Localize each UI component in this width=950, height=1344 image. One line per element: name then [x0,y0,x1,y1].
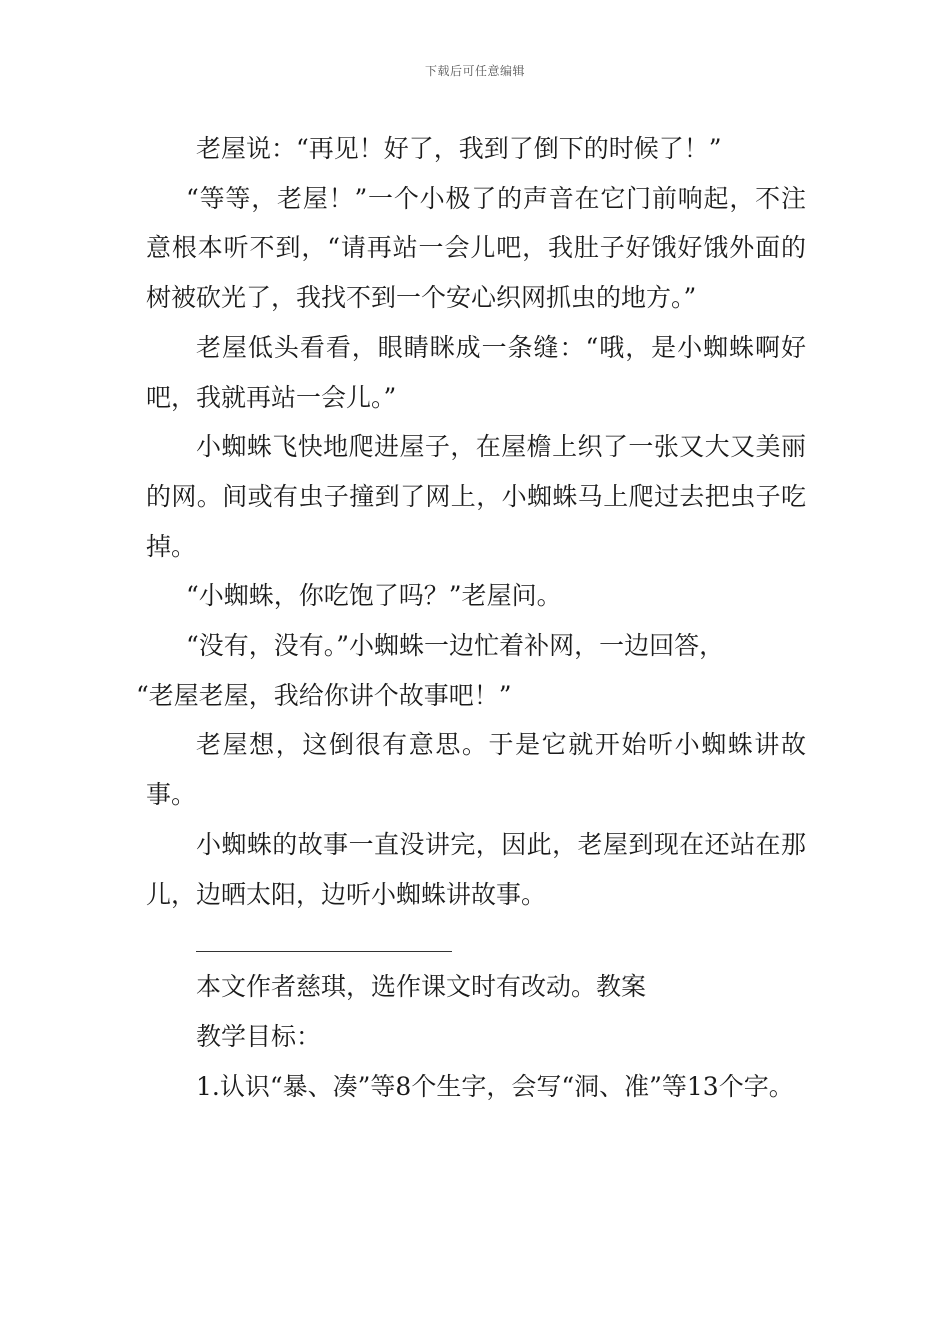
paragraph-8: 老屋想，这倒很有意思。于是它就开始听小蜘蛛讲故事。 [146,730,806,810]
paragraph-6: “没有，没有。”小蜘蛛一边忙着补网，一边回答， [186,631,725,661]
paragraph-1: 老屋说：“再见！好了，我到了倒下的时候了！” [196,134,722,163]
page-header: 下载后可任意编辑 [424,64,525,78]
document-body [136,124,806,1111]
paragraph-5: “小蜘蛛，你吃饱了吗？”老屋问。 [186,581,562,611]
paragraph-7: “老屋老屋，我给你讲个故事吧！” [136,680,512,710]
lesson-item-1: 1.认识“暴、凑”等8个生字，会写“洞、准”等13个字。 [196,1071,794,1101]
lesson-heading: 教学目标： [196,1021,322,1051]
footnote-text: 本文作者慈琪，选作课文时有改动。教案 [196,972,647,1002]
paragraph-4: 小蜘蛛飞快地爬进屋子，在屋檐上织了一张又大又美丽的网。间或有虫子撞到了网上，小蜘蛛马上爬过去把虫子吃掉。 [146,432,806,561]
paragraph-9: 小蜘蛛的故事一直没讲完，因此，老屋到现在还站在那儿，边晒太阳，边听小蜘蛛讲故事。 [146,829,806,909]
paragraph-3: 老屋低头看看，眼睛眯成一条缝：“哦，是小蜘蛛啊好吧，我就再站一会儿。” [146,332,806,412]
footnote-divider [196,951,452,952]
paragraph-2: “等等，老屋！”一个小极了的声音在它门前响起，不注意根本听不到，“请再站一会儿吧，我肚子好饿好饿外面的树被砍光了，我找不到一个安心织网抓虫的地方。” [146,183,806,313]
